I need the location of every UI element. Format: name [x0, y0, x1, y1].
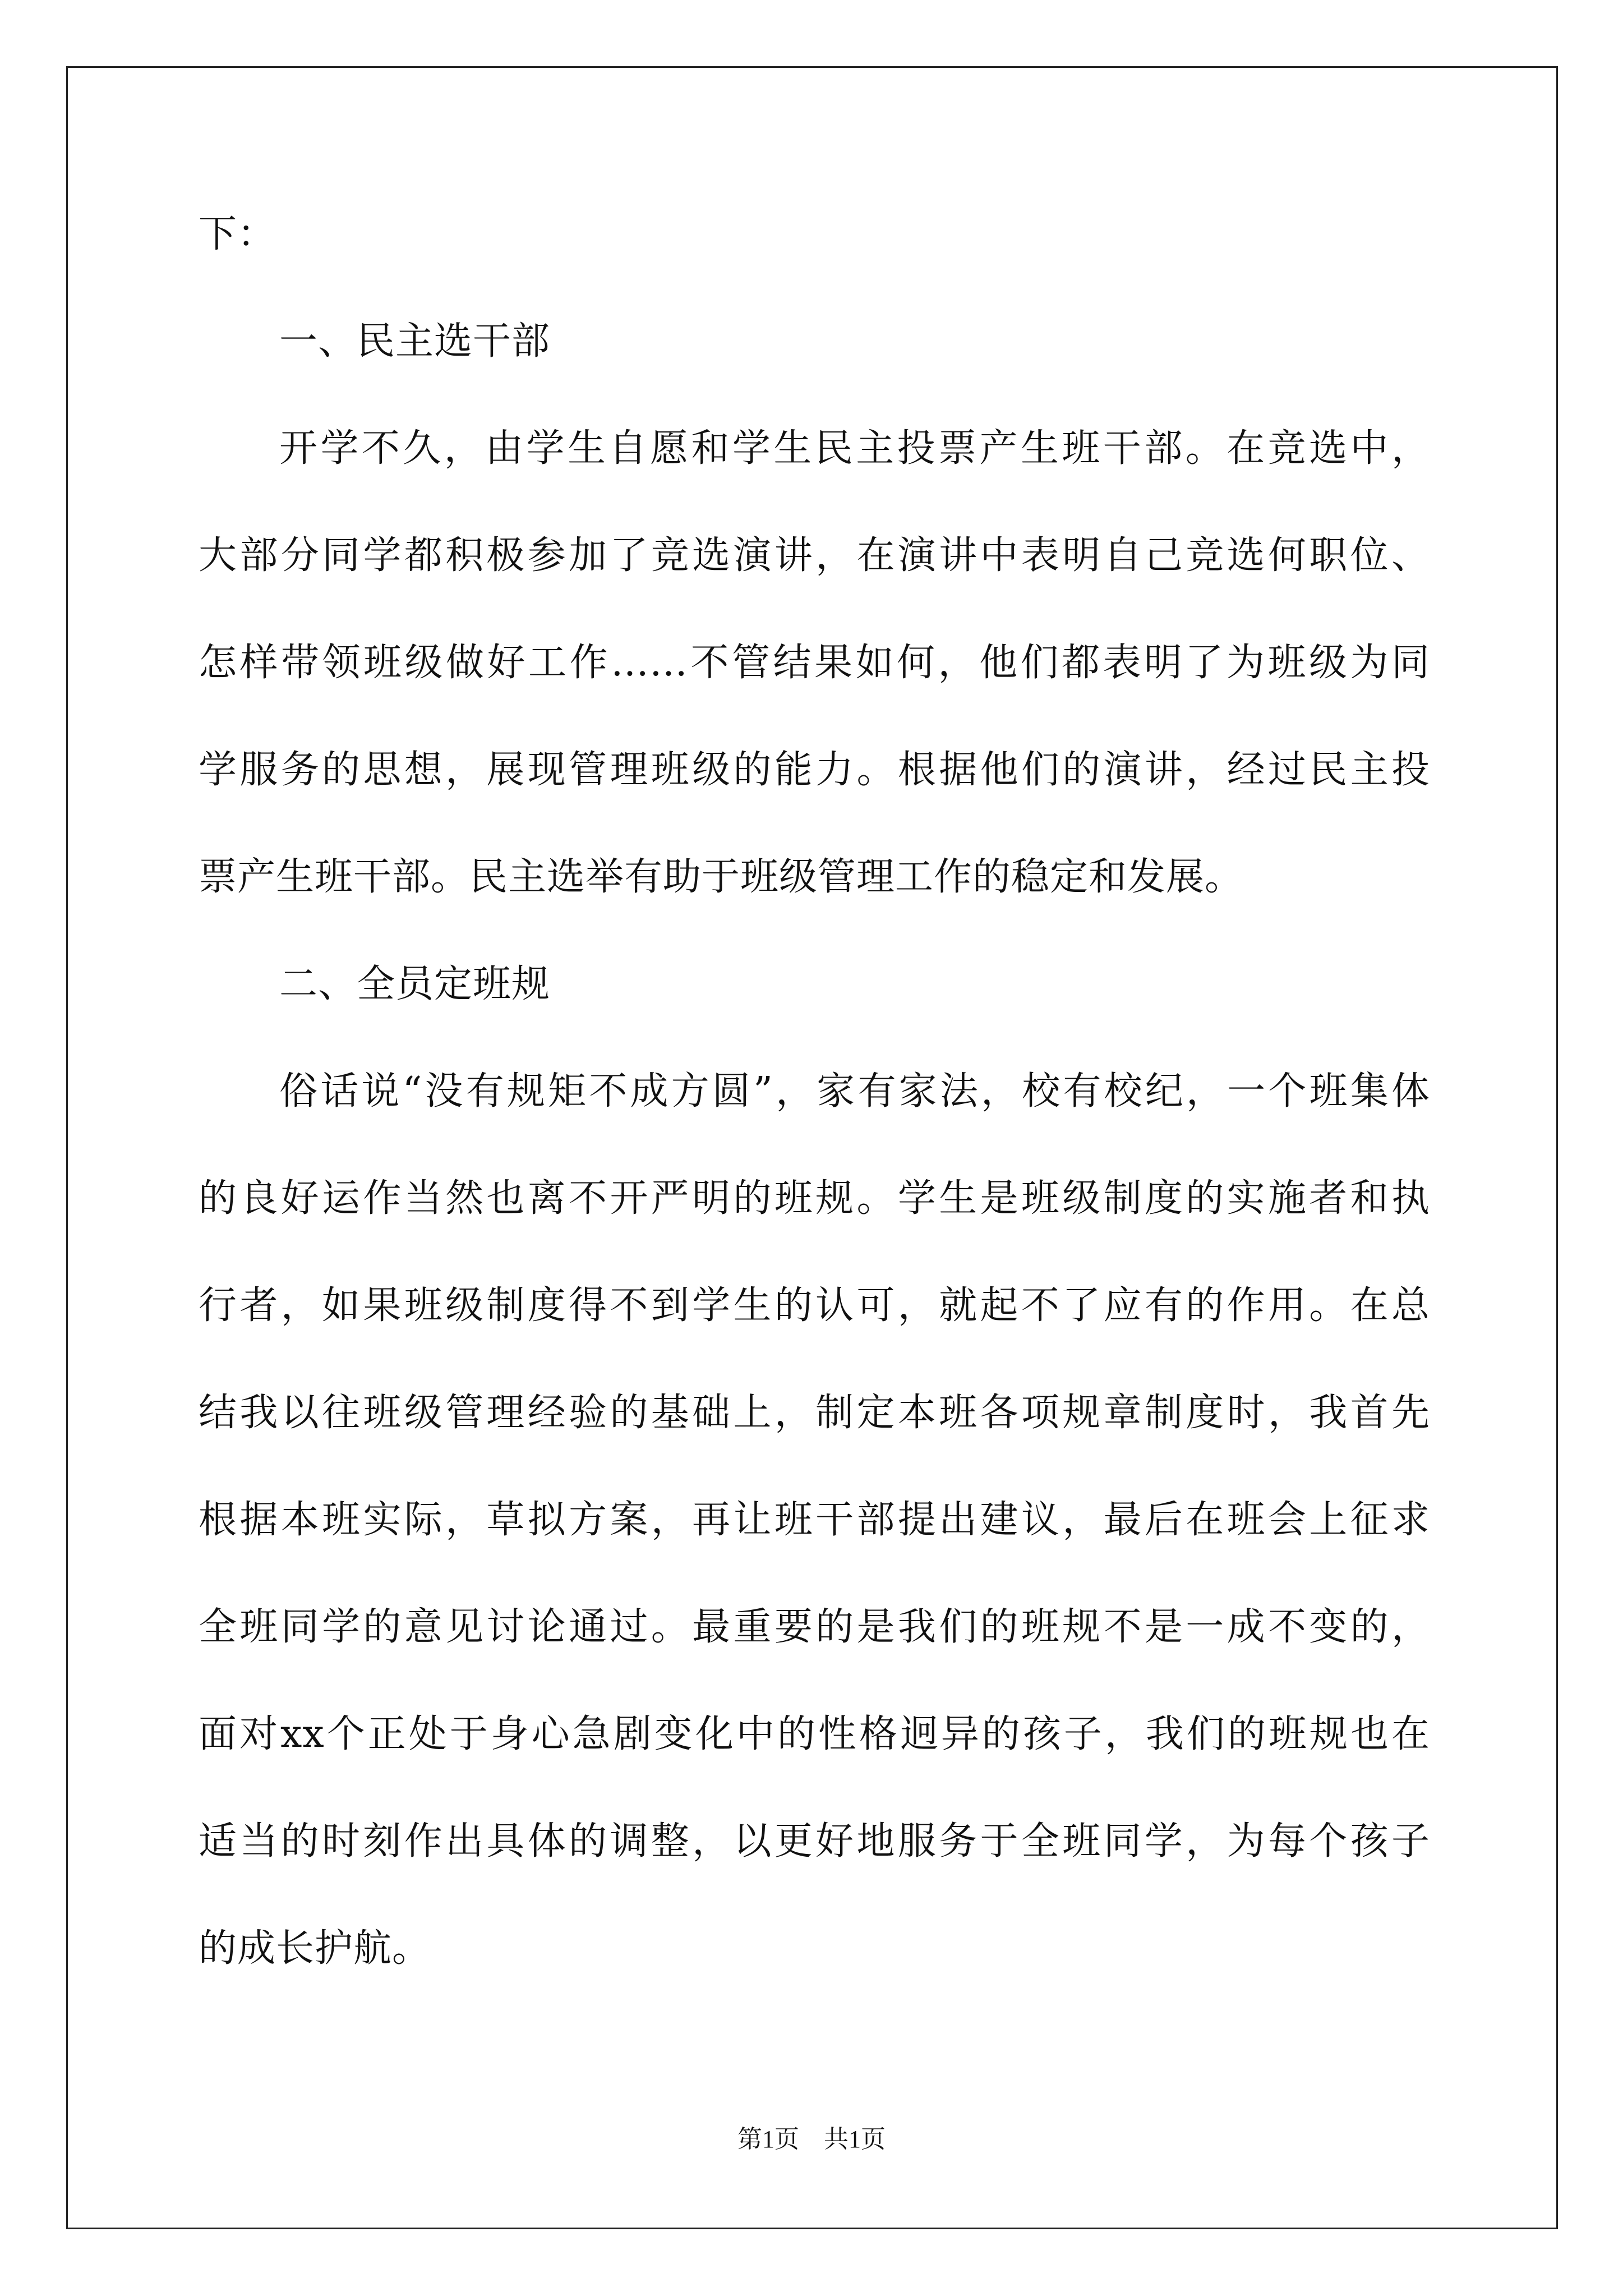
text-line: 的良好运作当然也离不开严明的班规。学生是班级制度的实施者和执 [199, 1176, 1430, 1221]
text-line: 俗话说“没有规矩不成方圆”，家有家法，校有校纪，一个班集体 [279, 1069, 1430, 1114]
section-heading: 二、全员定班规 [279, 962, 551, 1006]
text-line: 结我以往班级管理经验的基础上，制定本班各项规章制度时，我首先 [199, 1391, 1430, 1435]
page-number-footer: 第1页 共1页 [737, 2125, 886, 2153]
text-line: 开学不久，由学生自愿和学生民主投票产生班干部。在竞选中， [279, 426, 1430, 471]
text-line: 面对xx个正处于身心急剧变化中的性格迥异的孩子，我们的班规也在 [199, 1712, 1430, 1756]
text-line: 票产生班干部。民主选举有助于班级管理工作的稳定和发展。 [199, 855, 1244, 899]
text-line: 根据本班实际，草拟方案，再让班干部提出建议，最后在班会上征求 [199, 1498, 1430, 1542]
text-line: 适当的时刻作出具体的调整，以更好地服务于全班同学，为每个孩子 [199, 1819, 1430, 1864]
text-line: 大部分同学都积极参加了竞选演讲，在演讲中表明自己竞选何职位、 [199, 533, 1430, 578]
text-line: 下： [199, 212, 276, 256]
text-line: 的成长护航。 [199, 1926, 431, 1971]
document-body [199, 212, 1430, 2033]
text-line: 全班同学的意见讨论通过。最重要的是我们的班规不是一成不变的， [199, 1605, 1430, 1649]
text-line: 行者，如果班级制度得不到学生的认可，就起不了应有的作用。在总 [199, 1283, 1430, 1328]
text-line: 学服务的思想，展现管理班级的能力。根据他们的演讲，经过民主投 [199, 748, 1430, 792]
text-line: 怎样带领班级做好工作……不管结果如何，他们都表明了为班级为同 [199, 641, 1430, 685]
section-heading: 一、民主选干部 [279, 319, 551, 364]
